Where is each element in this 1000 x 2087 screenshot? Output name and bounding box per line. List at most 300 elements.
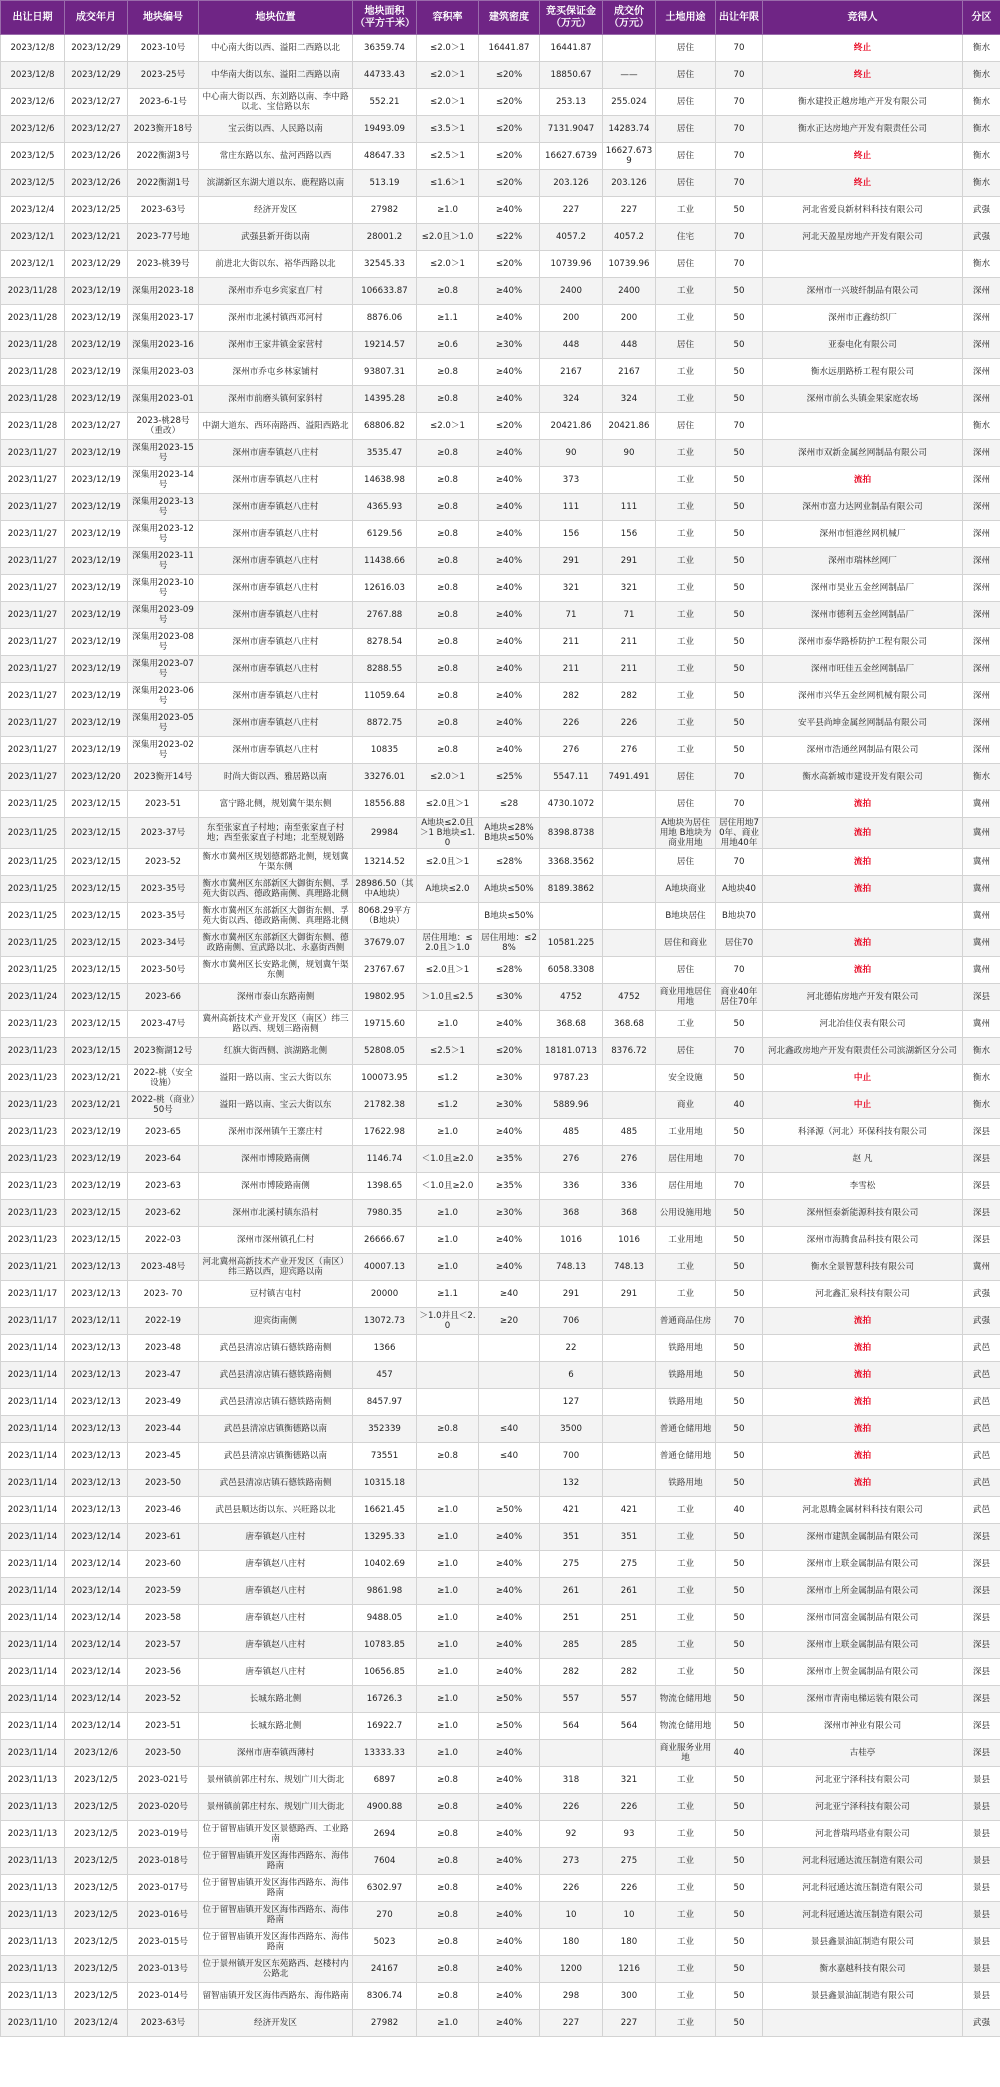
table-cell: 2023/11/24: [1, 984, 65, 1011]
table-cell: 282: [603, 1659, 656, 1686]
table-cell: 2023-52: [128, 849, 199, 876]
table-row: [1, 1389, 1000, 1416]
table-cell: 冀州: [963, 791, 1000, 818]
table-cell: 深州: [963, 602, 1000, 629]
table-cell: 唐奉镇赵八庄村: [199, 1632, 353, 1659]
table-cell: 13295.33: [353, 1524, 417, 1551]
table-cell: ≥40%: [479, 1740, 540, 1767]
table-cell: 工业: [656, 1497, 716, 1524]
table-row: [1, 849, 1000, 876]
table-cell: 200: [603, 305, 656, 332]
table-cell: 深州市泰华路桥防护工程有限公司: [763, 629, 963, 656]
table-cell: 2167: [603, 359, 656, 386]
table-cell: 2023/12/21: [65, 224, 128, 251]
table-cell: 2023/12/21: [65, 1092, 128, 1119]
table-cell: 深县: [963, 1173, 1000, 1200]
table-cell: 50: [716, 710, 763, 737]
table-cell: 景县: [963, 1848, 1000, 1875]
table-cell: 深州市深州镇孔仁村: [199, 1227, 353, 1254]
table-cell: 3500: [540, 1416, 603, 1443]
table-cell: 深州市唐奉镇赵八庄村: [199, 440, 353, 467]
table-cell: 226: [603, 1875, 656, 1902]
table-cell: 深州市王家井镇金家营村: [199, 332, 353, 359]
table-cell: 2023/11/14: [1, 1389, 65, 1416]
table-cell: 276: [603, 1146, 656, 1173]
table-cell: 豆村镇吉屯村: [199, 1281, 353, 1308]
table-row: [1, 656, 1000, 683]
table-cell: ≤40: [479, 1443, 540, 1470]
table-cell: [603, 1470, 656, 1497]
table-cell: 10315.18: [353, 1470, 417, 1497]
table-cell: 28986.50（其中A地块）: [353, 876, 417, 903]
table-cell: ≥40%: [479, 683, 540, 710]
table-cell: ≥40%: [479, 575, 540, 602]
table-cell: ≥30%: [479, 1200, 540, 1227]
table-cell: 居住用地：≤2.0且＞1.0: [417, 930, 479, 957]
table-cell: 52808.05: [353, 1038, 417, 1065]
table-cell: 流拍: [763, 957, 963, 984]
table-cell: 203.126: [540, 170, 603, 197]
table-cell: 2023/12/13: [65, 1470, 128, 1497]
table-cell: ≥40%: [479, 1929, 540, 1956]
table-cell: 368: [603, 1200, 656, 1227]
table-cell: 经济开发区: [199, 197, 353, 224]
table-cell: 50: [716, 332, 763, 359]
table-cell: 156: [540, 521, 603, 548]
table-row: [1, 251, 1000, 278]
table-cell: 衡水: [963, 89, 1000, 116]
table-cell: [603, 849, 656, 876]
table-cell: ≥0.8: [417, 602, 479, 629]
table-cell: [603, 1065, 656, 1092]
table-cell: 河北恩腾金属材料科技有限公司: [763, 1497, 963, 1524]
table-cell: 深州: [963, 305, 1000, 332]
table-cell: 2400: [540, 278, 603, 305]
table-cell: 2023-桃28号（重改）: [128, 413, 199, 440]
table-cell: 工业: [656, 1821, 716, 1848]
column-header: 出让年限: [716, 1, 763, 35]
table-row: [1, 1578, 1000, 1605]
table-cell: A地块≤50%: [479, 876, 540, 903]
table-cell: ≥40: [479, 1281, 540, 1308]
table-cell: 8398.8738: [540, 818, 603, 849]
table-cell: 2023-10号: [128, 35, 199, 62]
table-cell: ≤30%: [479, 984, 540, 1011]
table-cell: 深州: [963, 467, 1000, 494]
table-cell: 16621.45: [353, 1497, 417, 1524]
table-cell: 8278.54: [353, 629, 417, 656]
table-cell: B地块居住: [656, 903, 716, 930]
table-cell: 2023/11/25: [1, 930, 65, 957]
table-cell: 2023-25号: [128, 62, 199, 89]
table-cell: 2023/12/1: [1, 251, 65, 278]
table-cell: 衡水: [963, 1092, 1000, 1119]
table-cell: 2023/11/27: [1, 656, 65, 683]
table-cell: ≥40%: [479, 1254, 540, 1281]
table-cell: 深州市乔屯乡林家铺村: [199, 359, 353, 386]
table-cell: 工业: [656, 1767, 716, 1794]
table-cell: 2023/11/14: [1, 1524, 65, 1551]
table-cell: 中心南大街以西、溢阳二西路以北: [199, 35, 353, 62]
table-cell: 2023-50: [128, 1470, 199, 1497]
table-cell: 50: [716, 1119, 763, 1146]
table-cell: ≤20%: [479, 116, 540, 143]
table-cell: 亚泰电化有限公司: [763, 332, 963, 359]
table-cell: 深州市乔屯乡宾家直厂村: [199, 278, 353, 305]
table-cell: 景县鑫景油缸制造有限公司: [763, 1929, 963, 1956]
table-cell: 2023/12/15: [65, 791, 128, 818]
table-cell: 2023-63号: [128, 197, 199, 224]
table-cell: 700: [540, 1443, 603, 1470]
table-cell: 居住: [656, 62, 716, 89]
table-cell: 2022-桃（商业）50号: [128, 1092, 199, 1119]
table-cell: 河北科冠通达流压制造有限公司: [763, 1902, 963, 1929]
table-cell: 10: [540, 1902, 603, 1929]
table-cell: 河北天盈星房地产开发有限公司: [763, 224, 963, 251]
table-cell: 10739.96: [603, 251, 656, 278]
table-cell: 552.21: [353, 89, 417, 116]
table-cell: 古桂亭: [763, 1740, 963, 1767]
table-cell: 6302.97: [353, 1875, 417, 1902]
table-cell: 冀州高新技术产业开发区（南区）纬三路以西、规划三路南侧: [199, 1011, 353, 1038]
table-cell: 深县: [963, 1146, 1000, 1173]
table-cell: 2023/11/13: [1, 1929, 65, 1956]
table-cell: ＞1.0且≤2.5: [417, 984, 479, 1011]
table-row: [1, 1983, 1000, 2010]
table-cell: 32545.33: [353, 251, 417, 278]
table-row: [1, 1632, 1000, 1659]
table-cell: 2023/12/19: [65, 737, 128, 764]
table-cell: 工业: [656, 1956, 716, 1983]
table-cell: ≥40%: [479, 1956, 540, 1983]
table-cell: 2023/11/25: [1, 849, 65, 876]
table-cell: 2023/12/13: [65, 1389, 128, 1416]
table-cell: 226: [603, 710, 656, 737]
table-cell: 经济开发区: [199, 2010, 353, 2037]
table-cell: 285: [603, 1632, 656, 1659]
table-cell: 321: [603, 575, 656, 602]
table-cell: 衡水: [963, 35, 1000, 62]
table-cell: 557: [540, 1686, 603, 1713]
table-cell: [763, 2010, 963, 2037]
table-cell: 2023/12/19: [65, 710, 128, 737]
table-row: [1, 1119, 1000, 1146]
table-cell: 工业: [656, 521, 716, 548]
table-cell: 50: [716, 1281, 763, 1308]
column-header: 竞得人: [763, 1, 963, 35]
table-cell: 557: [603, 1686, 656, 1713]
table-cell: 16441.87: [479, 35, 540, 62]
table-cell: 景县鑫景油缸制造有限公司: [763, 1983, 963, 2010]
table-cell: 工业: [656, 1578, 716, 1605]
table-cell: 流拍: [763, 467, 963, 494]
table-cell: 深州市上联金属制品有限公司: [763, 1551, 963, 1578]
table-cell: 2023/12/15: [65, 984, 128, 1011]
table-cell: 2023/11/25: [1, 818, 65, 849]
column-header: 竞买保证金（万元）: [540, 1, 603, 35]
table-row: [1, 818, 1000, 849]
table-cell: 2023/12/19: [65, 629, 128, 656]
table-cell: 2023/11/23: [1, 1065, 65, 1092]
table-cell: 赵 凡: [763, 1146, 963, 1173]
table-cell: 2023-50号: [128, 957, 199, 984]
table-cell: 200: [540, 305, 603, 332]
table-cell: ＜1.0且≥2.0: [417, 1146, 479, 1173]
table-row: [1, 62, 1000, 89]
table-cell: 2023-桃39号: [128, 251, 199, 278]
table-cell: 深集用2023-11号: [128, 548, 199, 575]
table-cell: 6129.56: [353, 521, 417, 548]
table-cell: ≥1.0: [417, 2010, 479, 2037]
table-cell: 16922.7: [353, 1713, 417, 1740]
table-row: [1, 224, 1000, 251]
table-cell: 深集用2023-13号: [128, 494, 199, 521]
table-cell: 深州市博陵路南侧: [199, 1146, 353, 1173]
table-cell: ≤28%: [479, 849, 540, 876]
table-cell: 318: [540, 1767, 603, 1794]
table-row: [1, 1902, 1000, 1929]
table-cell: ≥40%: [479, 1632, 540, 1659]
table-cell: 50: [716, 386, 763, 413]
table-cell: 3368.3562: [540, 849, 603, 876]
table-cell: 溢阳一路以南、宝云大街以东: [199, 1092, 353, 1119]
table-cell: 河北鑫汇泉科技有限公司: [763, 1281, 963, 1308]
table-cell: 2023/11/23: [1, 1146, 65, 1173]
table-cell: 36359.74: [353, 35, 417, 62]
table-cell: 终止: [763, 170, 963, 197]
table-cell: 工业: [656, 197, 716, 224]
table-cell: 工业: [656, 1902, 716, 1929]
table-cell: 流拍: [763, 1470, 963, 1497]
table-row: [1, 413, 1000, 440]
table-cell: 景州镇前郭庄村东、规划广川大街北: [199, 1794, 353, 1821]
table-cell: 2023/11/23: [1, 1173, 65, 1200]
table-cell: 2023/11/27: [1, 764, 65, 791]
table-cell: 2023-37号: [128, 818, 199, 849]
table-cell: 深州: [963, 629, 1000, 656]
table-row: [1, 1092, 1000, 1119]
table-cell: [603, 930, 656, 957]
table-cell: 居住用地：≤28%: [479, 930, 540, 957]
table-cell: 93807.31: [353, 359, 417, 386]
table-cell: 2023/12/13: [65, 1335, 128, 1362]
table-row: [1, 1254, 1000, 1281]
table-row: [1, 278, 1000, 305]
table-cell: ≥0.8: [417, 1902, 479, 1929]
table-cell: 2023/12/13: [65, 1281, 128, 1308]
table-cell: 275: [603, 1848, 656, 1875]
table-row: [1, 467, 1000, 494]
table-cell: 铁路用地: [656, 1362, 716, 1389]
table-cell: 衡水正达房地产开发有限责任公司: [763, 116, 963, 143]
table-cell: 2023-52: [128, 1686, 199, 1713]
table-cell: ≥1.0: [417, 1497, 479, 1524]
table-cell: 2023/12/21: [65, 1065, 128, 1092]
table-cell: 2023-63: [128, 1173, 199, 1200]
table-cell: 2023-56: [128, 1659, 199, 1686]
table-cell: 2023/11/21: [1, 1254, 65, 1281]
table-cell: 深集用2023-08号: [128, 629, 199, 656]
table-cell: ≤1.2: [417, 1092, 479, 1119]
table-cell: 37679.07: [353, 930, 417, 957]
table-cell: 270: [353, 1902, 417, 1929]
table-cell: 河北科冠通达流压制造有限公司: [763, 1848, 963, 1875]
table-cell: 中华南大街以东、溢阳二西路以南: [199, 62, 353, 89]
table-cell: 18181.0713: [540, 1038, 603, 1065]
table-cell: 景州镇前郭庄村东、规划广川大街北: [199, 1767, 353, 1794]
table-cell: ≤2.0＞1: [417, 89, 479, 116]
table-cell: 253.13: [540, 89, 603, 116]
table-cell: 冀州: [963, 1254, 1000, 1281]
table-cell: 深州市上贺金属制品有限公司: [763, 1659, 963, 1686]
table-cell: ≥30%: [479, 332, 540, 359]
table-cell: 武邑: [963, 1389, 1000, 1416]
table-cell: 2023/11/27: [1, 710, 65, 737]
table-row: [1, 602, 1000, 629]
table-cell: 50: [716, 1254, 763, 1281]
table-cell: ≥30%: [479, 1065, 540, 1092]
table-cell: 70: [716, 89, 763, 116]
table-cell: 深县: [963, 1740, 1000, 1767]
table-cell: 常庄东路以东、盐河西路以西: [199, 143, 353, 170]
table-cell: 2023-014号: [128, 1983, 199, 2010]
table-cell: 421: [540, 1497, 603, 1524]
table-cell: 40007.13: [353, 1254, 417, 1281]
table-cell: 321: [603, 1767, 656, 1794]
table-cell: 2023/11/27: [1, 521, 65, 548]
table-cell: ≥40%: [479, 1821, 540, 1848]
table-cell: 2023/12/19: [65, 548, 128, 575]
table-cell: 16627.6739: [603, 143, 656, 170]
table-cell: 工业: [656, 2010, 716, 2037]
table-cell: 普通商品住房: [656, 1308, 716, 1335]
table-cell: 景县: [963, 1821, 1000, 1848]
table-cell: 33276.01: [353, 764, 417, 791]
table-cell: 26666.67: [353, 1227, 417, 1254]
table-cell: ≤2.0且＞1: [417, 849, 479, 876]
table-cell: 工业: [656, 1605, 716, 1632]
table-cell: 211: [603, 656, 656, 683]
table-cell: 河北德佑房地产开发有限公司: [763, 984, 963, 1011]
table-cell: 2023/12/29: [65, 62, 128, 89]
table-cell: 10835: [353, 737, 417, 764]
table-cell: 景县: [963, 1956, 1000, 1983]
table-cell: 2023/11/27: [1, 467, 65, 494]
table-cell: [763, 413, 963, 440]
table-row: [1, 1227, 1000, 1254]
table-cell: 1398.65: [353, 1173, 417, 1200]
table-cell: 深县: [963, 1605, 1000, 1632]
table-cell: 深县: [963, 1632, 1000, 1659]
table-cell: 2023/12/8: [1, 35, 65, 62]
table-cell: 70: [716, 35, 763, 62]
table-cell: 276: [603, 737, 656, 764]
table-cell: 工业: [656, 359, 716, 386]
table-row: [1, 1443, 1000, 1470]
table-cell: 50: [716, 1200, 763, 1227]
table-cell: 深集用2023-10号: [128, 575, 199, 602]
table-cell: ≤20%: [479, 1038, 540, 1065]
table-cell: ≥40%: [479, 1011, 540, 1038]
table-cell: 武邑县清凉店镇石德铁路南侧: [199, 1335, 353, 1362]
table-cell: [603, 1416, 656, 1443]
table-cell: ≥1.0: [417, 1632, 479, 1659]
table-cell: 2023/12/14: [65, 1578, 128, 1605]
table-cell: 流拍: [763, 1308, 963, 1335]
table-cell: 106633.87: [353, 278, 417, 305]
table-cell: [479, 1335, 540, 1362]
table-cell: 留智庙镇开发区海伟西路东、海伟路南: [199, 1983, 353, 2010]
table-cell: [603, 903, 656, 930]
table-cell: [603, 876, 656, 903]
table-cell: ≥1.0: [417, 197, 479, 224]
table-cell: ≤20%: [479, 143, 540, 170]
table-cell: ≥0.8: [417, 1821, 479, 1848]
table-cell: 10: [603, 1902, 656, 1929]
table-cell: ≥0.8: [417, 683, 479, 710]
table-cell: ≥40%: [479, 1578, 540, 1605]
table-cell: 2400: [603, 278, 656, 305]
table-cell: ≤2.0＞1: [417, 764, 479, 791]
table-cell: 宝云街以西、人民路以南: [199, 116, 353, 143]
table-cell: 2023衡开14号: [128, 764, 199, 791]
table-cell: ≥1.0: [417, 1686, 479, 1713]
table-cell: 景县: [963, 1929, 1000, 1956]
table-row: [1, 791, 1000, 818]
table-cell: 50: [716, 1686, 763, 1713]
table-cell: 2023/11/14: [1, 1443, 65, 1470]
table-cell: 19802.95: [353, 984, 417, 1011]
table-cell: 10581.225: [540, 930, 603, 957]
table-cell: 27982: [353, 2010, 417, 2037]
table-cell: 9861.98: [353, 1578, 417, 1605]
column-header: 地块编号: [128, 1, 199, 35]
table-cell: 2023-63号: [128, 2010, 199, 2037]
table-row: [1, 710, 1000, 737]
table-cell: 2023/11/14: [1, 1578, 65, 1605]
table-cell: ≥0.8: [417, 1794, 479, 1821]
table-cell: 深州市北溪村镇西邓河村: [199, 305, 353, 332]
table-row: [1, 143, 1000, 170]
table-cell: 2023/11/13: [1, 1902, 65, 1929]
table-cell: 18850.67: [540, 62, 603, 89]
table-cell: 位于景州镇开发区东苑路西、赵楼村内公路北: [199, 1956, 353, 1983]
table-cell: 深集用2023-17: [128, 305, 199, 332]
table-cell: 武邑县清凉店镇石德铁路南侧: [199, 1362, 353, 1389]
table-cell: 2023/12/19: [65, 440, 128, 467]
table-cell: 70: [716, 849, 763, 876]
table-cell: 2023/11/23: [1, 1038, 65, 1065]
table-cell: ≥1.0: [417, 1119, 479, 1146]
table-cell: 2023/12/29: [65, 35, 128, 62]
table-cell: 冀州: [963, 849, 1000, 876]
table-cell: 2023/11/28: [1, 386, 65, 413]
table-cell: 71: [603, 602, 656, 629]
table-cell: 2023/12/1: [1, 224, 65, 251]
table-cell: 70: [716, 1038, 763, 1065]
table-cell: 50: [716, 1011, 763, 1038]
table-cell: 251: [603, 1605, 656, 1632]
table-cell: 2167: [540, 359, 603, 386]
table-cell: 50: [716, 1848, 763, 1875]
table-cell: 工业: [656, 656, 716, 683]
table-cell: ≥40%: [479, 1983, 540, 2010]
table-cell: 衡水市冀州区长安路北侧，规划冀午渠东侧: [199, 957, 353, 984]
table-cell: ≥40%: [479, 305, 540, 332]
table-cell: 2023/11/14: [1, 1659, 65, 1686]
table-cell: 位于留智庙镇开发区海伟西路东、海伟路南: [199, 1902, 353, 1929]
table-cell: 衡水高新城市建设开发有限公司: [763, 764, 963, 791]
